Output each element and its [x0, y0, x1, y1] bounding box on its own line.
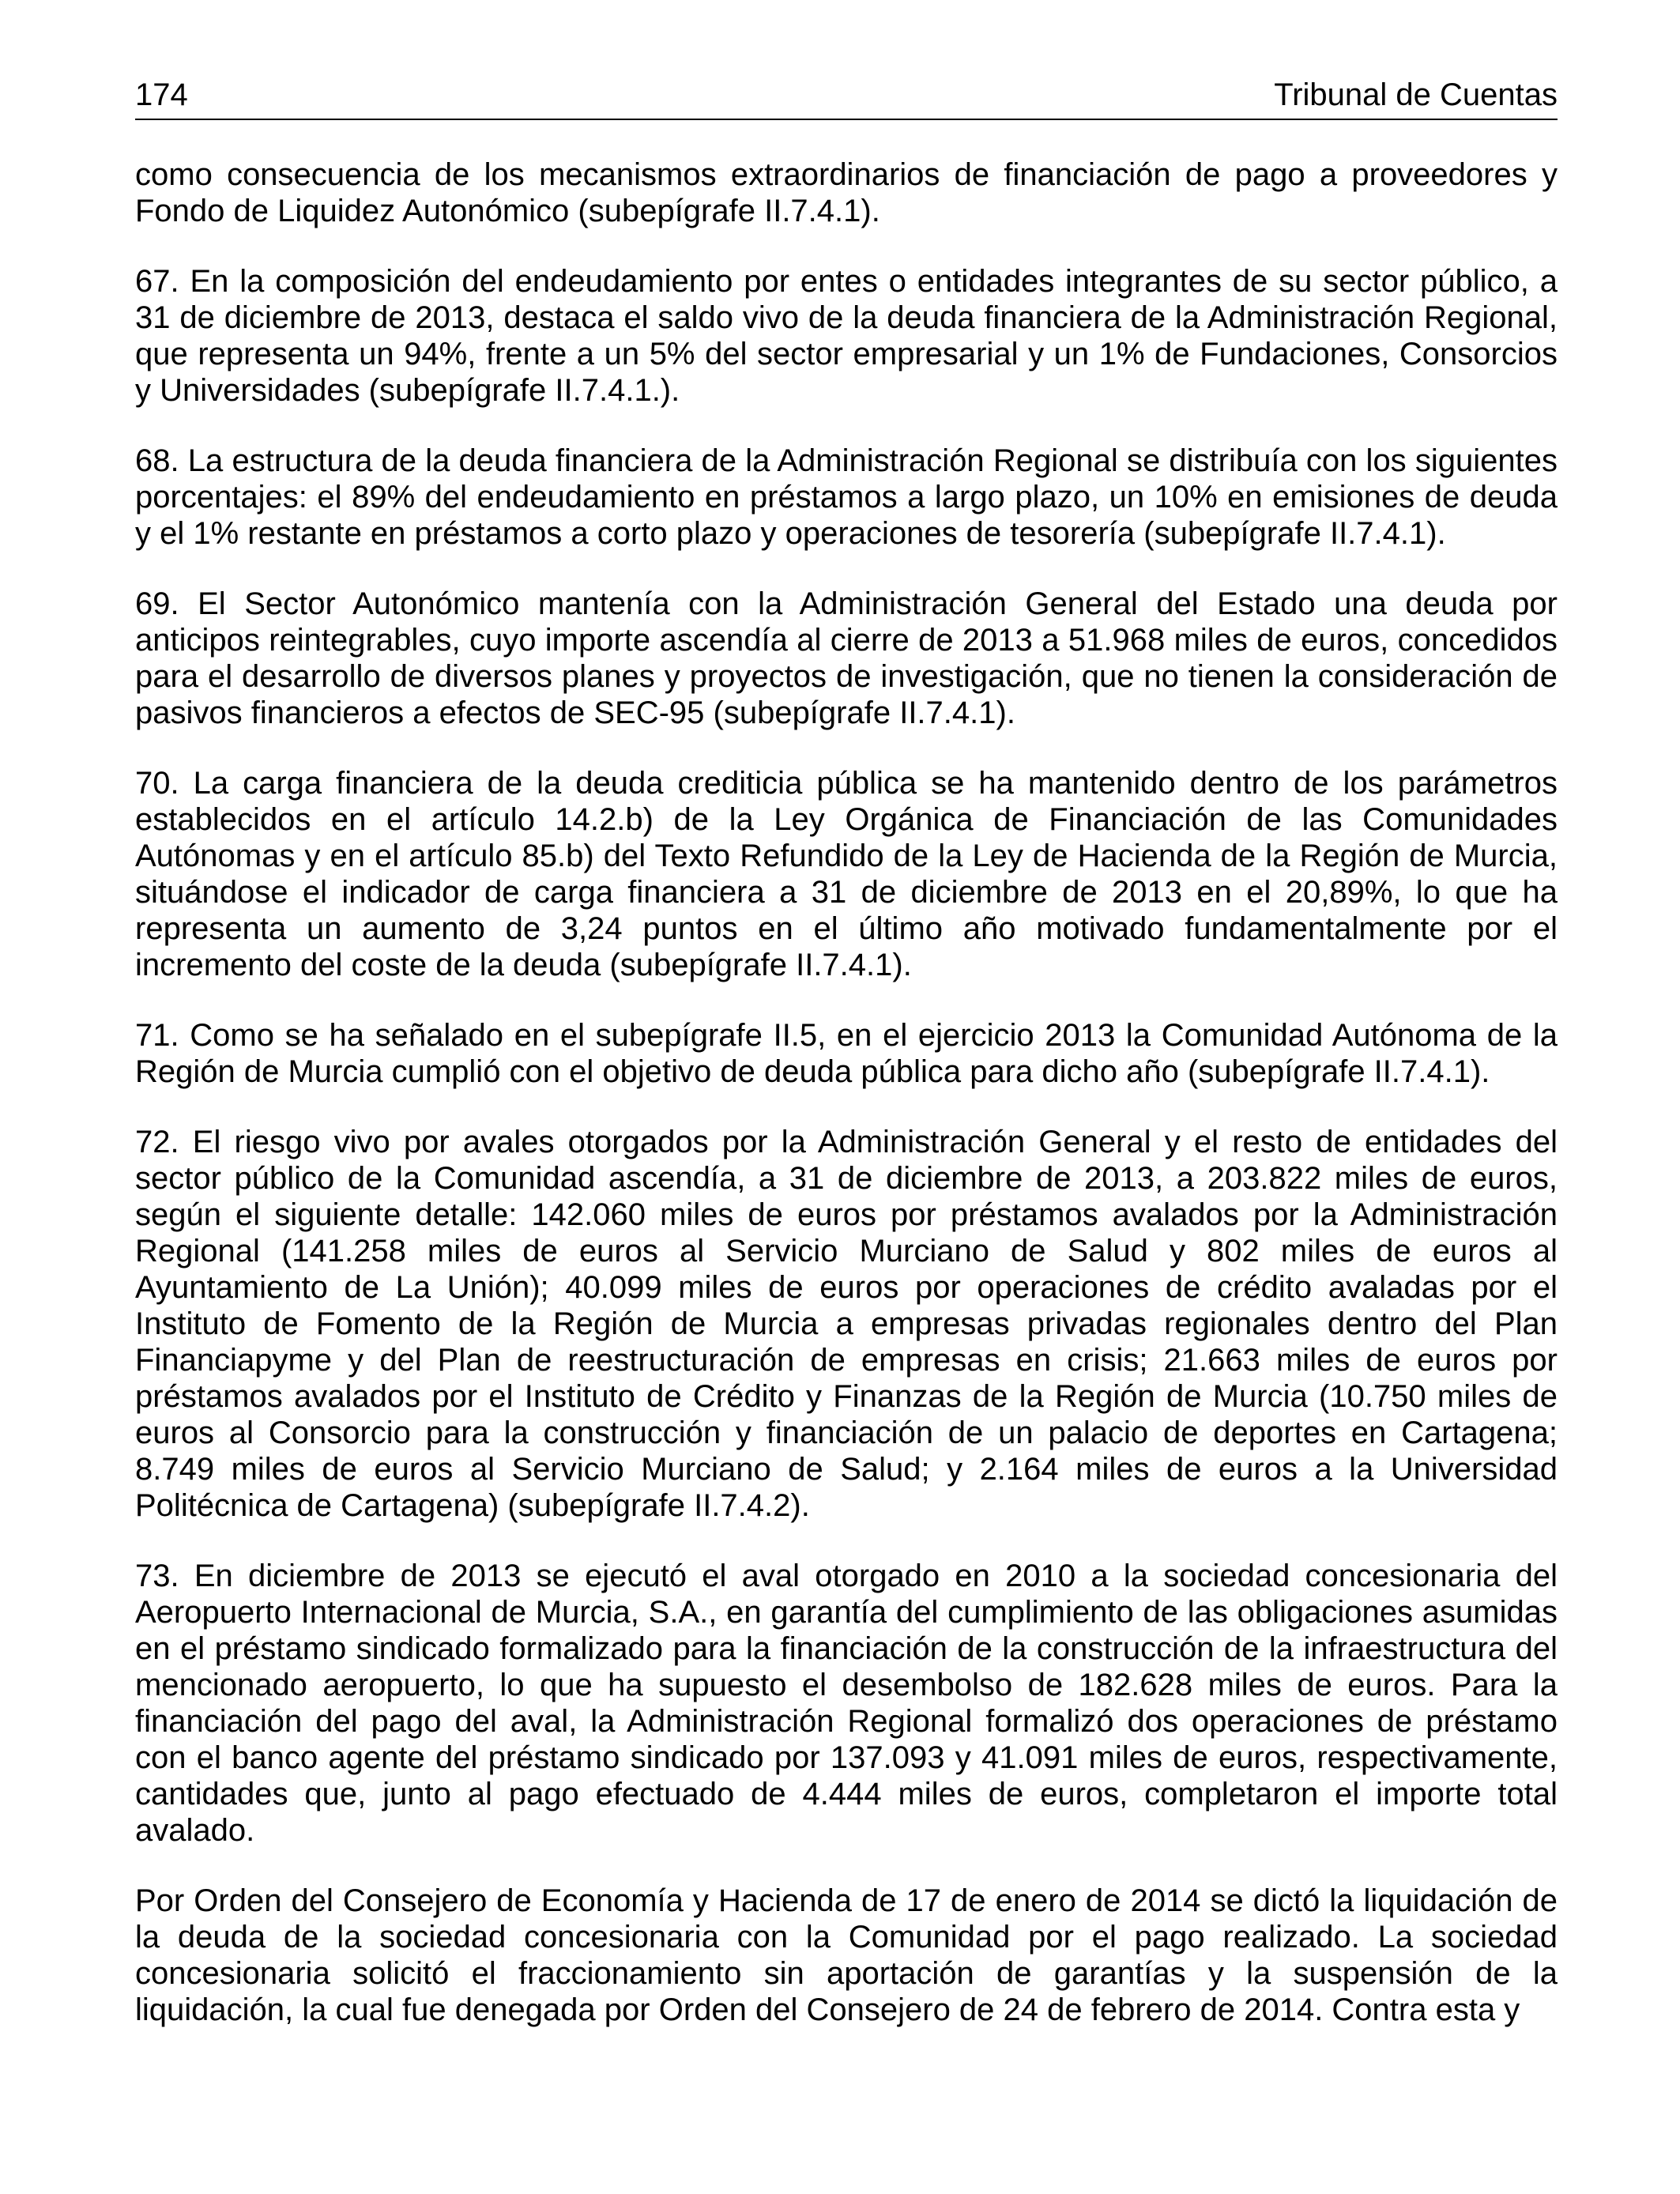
paragraph-73: 73. En diciembre de 2013 se ejecutó el aval otorgado en 2010 a la sociedad concesionaria del Aeropuerto Internacional de Murcia, S.A., en garantía del cumplimiento de las obligaciones asumidas en el préstamo sindicado formalizado para la financiación de la construcción de la infraestructura del mencionado aeropuerto, lo que ha supuesto el desembolso de 182.628 miles de euros. Para la financiación del pago del aval, la Administración Regional formalizó dos operaciones de préstamo con el banco agente del préstamo sindicado por 137.093 y 41.091 miles de euros, respectivamente, cantidades que, junto al pago efectuado de 4.444 miles de euros, completaron el importe total avalado.: [135, 1559, 1558, 1848]
page-header: [135, 74, 1558, 120]
paragraph-68: 68. La estructura de la deuda financiera de la Administración Regional se distribuía con los siguientes porcentajes: el 89% del endeudamiento en préstamos a largo plazo, un 10% en emisiones de deuda y el 1% restante en préstamos a corto plazo y operaciones de tesorería (subepígrafe II.7.4.1).: [135, 443, 1558, 551]
header-title: Tribunal de Cuentas: [1274, 77, 1558, 112]
paragraph-67: 67. En la composición del endeudamiento por entes o entidades integrantes de su sector público, a 31 de diciembre de 2013, destaca el saldo vivo de la deuda financiera de la Administración Regional, que representa un 94%, frente a un 5% del sector empresarial y un 1% de Fundaciones, Consorcios y Universidades (subepígrafe II.7.4.1.).: [135, 264, 1558, 408]
paragraph-69: 69. El Sector Autonómico mantenía con la Administración General del Estado una deuda por anticipos reintegrables, cuyo importe ascendía al cierre de 2013 a 51.968 miles de euros, concedidos para el desarrollo de diversos planes y proyectos de investigación, que no tienen la consideración de pasivos financieros a efectos de SEC-95 (subepígrafe II.7.4.1).: [135, 586, 1558, 730]
document-body: [135, 156, 1558, 2062]
paragraph-continuation: como consecuencia de los mecanismos extraordinarios de financiación de pago a proveedores y Fondo de Liquidez Autonómico (subepígrafe II.7.4.1).: [135, 157, 1558, 228]
paragraph-71: 71. Como se ha señalado en el subepígrafe II.5, en el ejercicio 2013 la Comunidad Autónoma de la Región de Murcia cumplió con el objetivo de deuda pública para dicho año (subepígrafe II.7.4.1).: [135, 1018, 1558, 1089]
page-number: 174: [135, 77, 188, 112]
paragraph-72: 72. El riesgo vivo por avales otorgados por la Administración General y el resto de entidades del sector público de la Comunidad ascendía, a 31 de diciembre de 2013, a 203.822 miles de euros, según el siguiente detalle: 142.060 miles de euros por préstamos avalados por la Administración Regional (141.258 miles de euros al Servicio Murciano de Salud y 802 miles de euros al Ayuntamiento de La Unión); 40.099 miles de euros por operaciones de crédito avaladas por el Instituto de Fomento de la Región de Murcia a empresas privadas regionales dentro del Plan Financiapyme y del Plan de reestructuración de empresas en crisis; 21.663 miles de euros por préstamos avalados por el Instituto de Crédito y Finanzas de la Región de Murcia (10.750 miles de euros al Consorcio para la construcción y financiación de un palacio de deportes en Cartagena; 8.749 miles de euros al Servicio Murciano de Salud; y 2.164 miles de euros a la Universidad Politécnica de Cartagena) (subepígrafe II.7.4.2).: [135, 1125, 1558, 1523]
paragraph-orden-consejero: Por Orden del Consejero de Economía y Hacienda de 17 de enero de 2014 se dictó la liquidación de la deuda de la sociedad concesionaria con la Comunidad por el pago realizado. La sociedad concesionaria solicitó el fraccionamiento sin aportación de garantías y la suspensión de la liquidación, la cual fue denegada por Orden del Consejero de 24 de febrero de 2014. Contra esta y: [135, 1883, 1558, 2027]
paragraph-70: 70. La carga financiera de la deuda crediticia pública se ha mantenido dentro de los parámetros establecidos en el artículo 14.2.b) de la Ley Orgánica de Financiación de las Comunidades Autónomas y en el artículo 85.b) del Texto Refundido de la Ley de Hacienda de la Región de Murcia, situándose el indicador de carga financiera a 31 de diciembre de 2013 en el 20,89%, lo que ha representa un aumento de 3,24 puntos en el último año motivado fundamentalmente por el incremento del coste de la deuda (subepígrafe II.7.4.1).: [135, 766, 1558, 982]
